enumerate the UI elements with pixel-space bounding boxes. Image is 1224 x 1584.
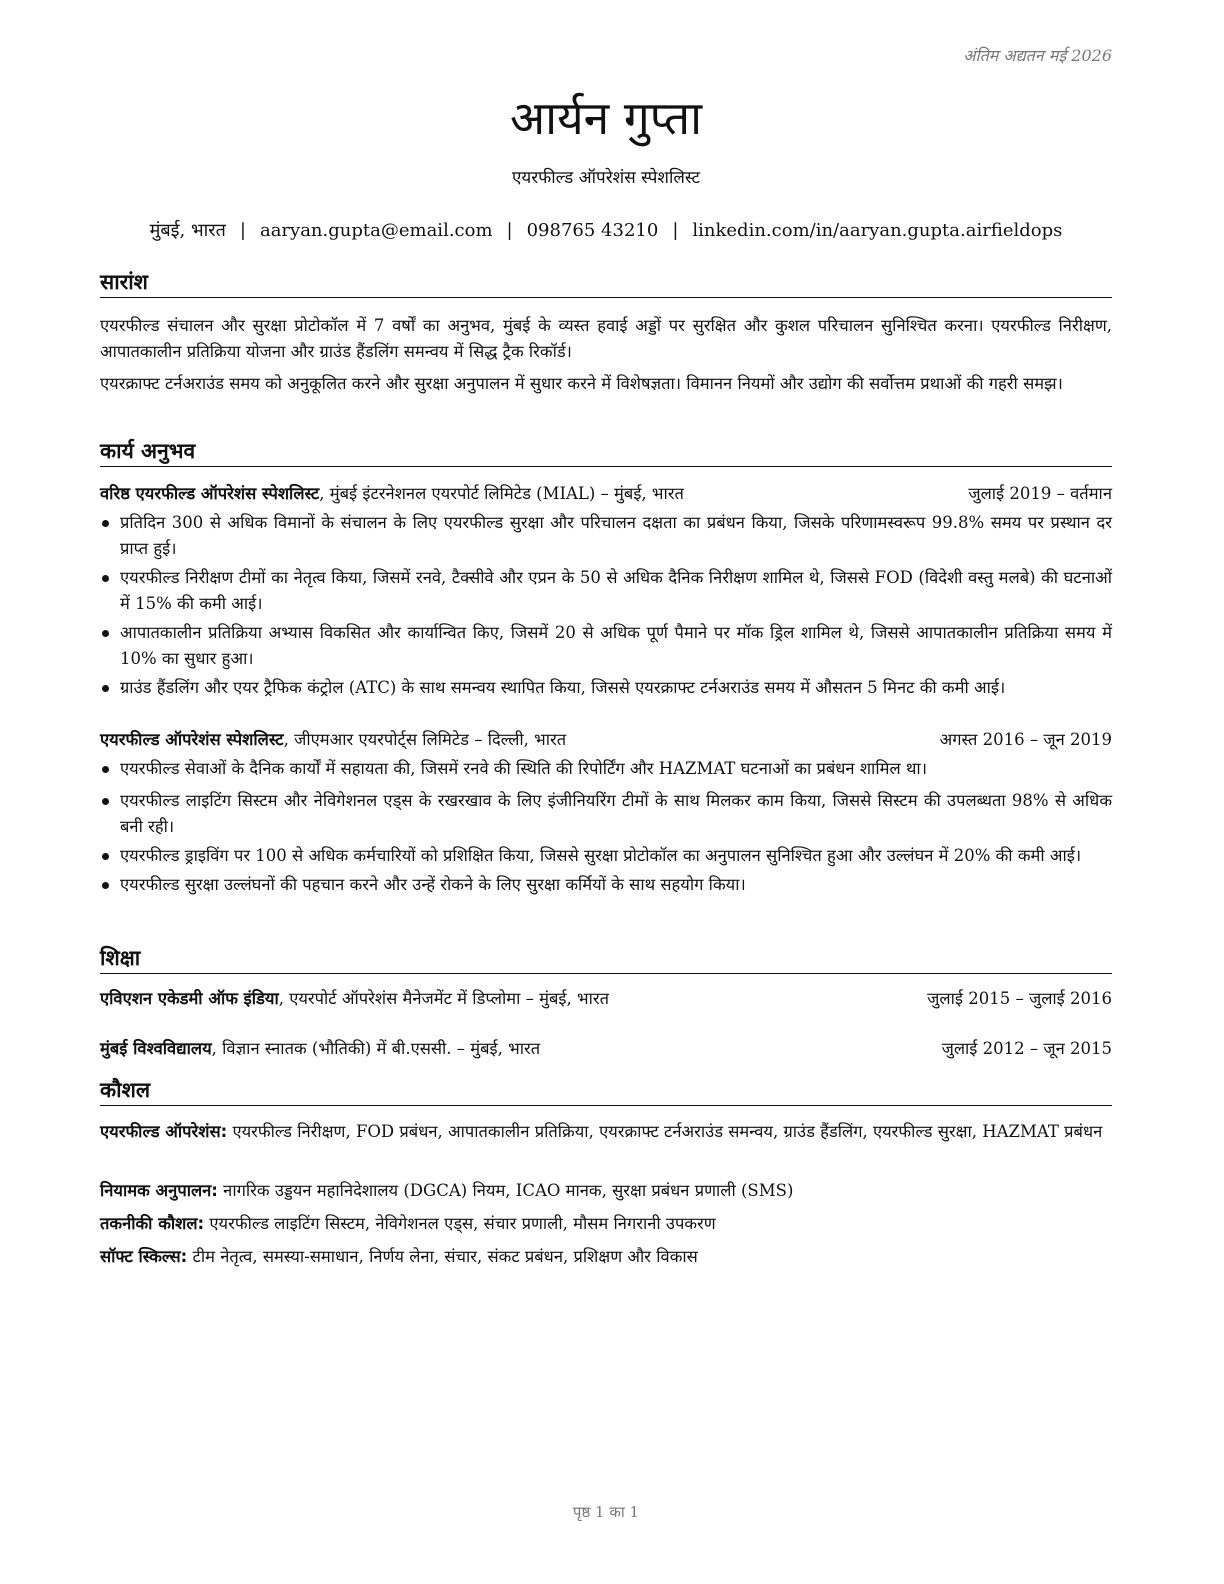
list-item: प्रतिदिन 300 से अधिक विमानों के संचालन के लिए एयरफील्ड सुरक्षा और परिचालन दक्षता का प्रबंधन किया, जिसके परिणामस्वरूप 99.8% समय पर प्रस्थान दर प्राप्त हुई।	[100, 510, 1112, 562]
skill-label: नियामक अनुपालन:	[100, 1181, 218, 1200]
summary-paragraph: एयरफील्ड संचालन और सुरक्षा प्रोटोकॉल में 7 वर्षों का अनुभव, मुंबई के व्यस्त हवाई अड्डों पर सुरक्षित और कुशल परिचालन सुनिश्चित करना। एयरफील्ड निरीक्षण, आपातकालीन प्रतिक्रिया योजना और ग्राउंड हैंडलिंग समन्वय में सिद्ध ट्रैक रिकॉर्ड।	[100, 316, 1112, 361]
candidate-name: आर्यन गुप्ता	[509, 91, 703, 145]
list-item: एयरफील्ड लाइटिंग सिस्टम और नेविगेशनल एड्स के रखरखाव के लिए इंजीनियरिंग टीमों के साथ मिलकर काम किया, जिससे सिस्टम की उपलब्धता 98% से अधिक बनी रही।	[100, 788, 1112, 840]
skill-row	[100, 1244, 1112, 1270]
education-dates: जुलाई 2012 – जून 2015	[941, 1039, 1112, 1058]
list-item: एयरफील्ड सेवाओं के दैनिक कार्यों में सहायता की, जिसमें रनवे की स्थिति की रिपोर्टिंग और HAZMAT घटनाओं का प्रबंधन शामिल था।	[100, 756, 1112, 782]
contact-separator: |	[672, 220, 679, 241]
list-item: आपातकालीन प्रतिक्रिया अभ्यास विकसित और कार्यान्वित किए, जिसमें 20 से अधिक पूर्ण पैमाने पर मॉक ड्रिल शामिल थे, जिससे आपातकालीन प्रतिक्रिया समय में 10% का सुधार हुआ।	[100, 620, 1112, 672]
contact-location: मुंबई, भारत	[149, 220, 226, 241]
job-bullets	[100, 510, 1112, 701]
skill-label: तकनीकी कौशल:	[100, 1214, 205, 1233]
job-organization: , जीएमआर एयरपोर्ट्स लिमिटेड – दिल्ली, भारत	[283, 730, 567, 749]
skill-row	[100, 1119, 1112, 1145]
contact-phone: 098765 43210	[526, 220, 659, 241]
education-dates: जुलाई 2015 – जुलाई 2016	[927, 989, 1112, 1008]
skill-label: सॉफ्ट स्किल्स:	[100, 1247, 188, 1266]
section-title-skills: कौशल	[100, 1076, 1112, 1106]
resume-page	[100, 0, 1112, 1584]
list-item: एयरफील्ड निरीक्षण टीमों का नेतृत्व किया, जिसमें रनवे, टैक्सीवे और एप्रन के 50 से अधिक दैनिक निरीक्षण शामिल थे, जिससे FOD (विदेशी वस्तु मलबे) की घटनाओं में 15% की कमी आई।	[100, 565, 1112, 617]
job-position: एयरफील्ड ऑपरेशंस स्पेशलिस्ट	[100, 730, 284, 749]
contact-separator: |	[239, 220, 246, 241]
list-item: एयरफील्ड सुरक्षा उल्लंघनों की पहचान करने और उन्हें रोकने के लिए सुरक्षा कर्मियों के साथ सहयोग किया।	[100, 872, 1112, 898]
summary-paragraph: एयरक्राफ्ट टर्नअराउंड समय को अनुकूलित करने और सुरक्षा अनुपालन में सुधार करने में विशेषज्ञता। विमानन नियमों और उद्योग की सर्वोत्तम प्रथाओं की गहरी समझ।	[100, 374, 1063, 393]
contact-separator: |	[506, 220, 513, 241]
skill-value: एयरफील्ड लाइटिंग सिस्टम, नेविगेशनल एड्स, संचार प्रणाली, मौसम निगरानी उपकरण	[204, 1214, 716, 1233]
skill-value: टीम नेतृत्व, समस्या-समाधान, निर्णय लेना, संचार, संकट प्रबंधन, प्रशिक्षण और विकास	[187, 1247, 698, 1266]
list-item: ग्राउंड हैंडलिंग और एयर ट्रैफिक कंट्रोल (ATC) के साथ समन्वय स्थापित किया, जिससे एयरक्राफ्ट टर्नअराउंड समय में औसतन 5 मिनट की कमी आई।	[100, 675, 1112, 701]
education-entry	[100, 1037, 1112, 1061]
job-dates: जुलाई 2019 – वर्तमान	[968, 484, 1112, 503]
job-organization: , मुंबई इंटरनेशनल एयरपोर्ट लिमिटेड (MIAL) – मुंबई, भारत	[319, 484, 684, 503]
job-header	[100, 482, 1112, 506]
candidate-role: एयरफील्ड ऑपरेशंस स्पेशलिस्ट	[511, 168, 701, 188]
school-name: एविएशन एकेडमी ऑफ इंडिया	[100, 989, 279, 1008]
education-detail: , विज्ञान स्नातक (भौतिकी) में बी.एससी. – मुंबई, भारत	[211, 1039, 541, 1058]
page-number: पृष्ठ 1 का 1	[572, 1503, 640, 1521]
last-updated: अंतिम अद्यतन मई 2026	[963, 46, 1112, 65]
education-entry	[100, 987, 1112, 1011]
contact-linkedin[interactable]: linkedin.com/in/aaryan.gupta.airfieldops	[692, 220, 1063, 241]
skill-label: एयरफील्ड ऑपरेशंस:	[100, 1122, 228, 1141]
section-title-summary: सारांश	[100, 268, 1112, 298]
section-title-experience: कार्य अनुभव	[100, 437, 1112, 467]
skill-value: नागरिक उड्डयन महानिदेशालय (DGCA) नियम, ICAO मानक, सुरक्षा प्रबंधन प्रणाली (SMS)	[217, 1181, 794, 1200]
skill-value: एयरफील्ड निरीक्षण, FOD प्रबंधन, आपातकालीन प्रतिक्रिया, एयरक्राफ्ट टर्नअराउंड समन्वय, ग्राउंड हैंडलिंग, एयरफील्ड सुरक्षा, HAZMAT प्रबंधन	[227, 1122, 1103, 1141]
contact-line	[100, 218, 1112, 244]
job-dates: अगस्त 2016 – जून 2019	[939, 730, 1112, 749]
list-item: एयरफील्ड ड्राइविंग पर 100 से अधिक कर्मचारियों को प्रशिक्षित किया, जिससे सुरक्षा प्रोटोकॉल का अनुपालन सुनिश्चित हुआ और उल्लंघन में 20% की कमी आई।	[100, 843, 1112, 869]
skill-row	[100, 1211, 1112, 1237]
contact-email[interactable]: aaryan.gupta@email.com	[259, 220, 493, 241]
job-bullets	[100, 756, 1112, 898]
school-name: मुंबई विश्वविद्यालय	[100, 1039, 212, 1058]
education-detail: , एयरपोर्ट ऑपरेशंस मैनेजमेंट में डिप्लोमा – मुंबई, भारत	[278, 989, 610, 1008]
job-header	[100, 728, 1112, 752]
skill-row	[100, 1178, 1112, 1204]
job-position: वरिष्ठ एयरफील्ड ऑपरेशंस स्पेशलिस्ट	[100, 484, 320, 503]
section-title-education: शिक्षा	[100, 944, 1112, 974]
